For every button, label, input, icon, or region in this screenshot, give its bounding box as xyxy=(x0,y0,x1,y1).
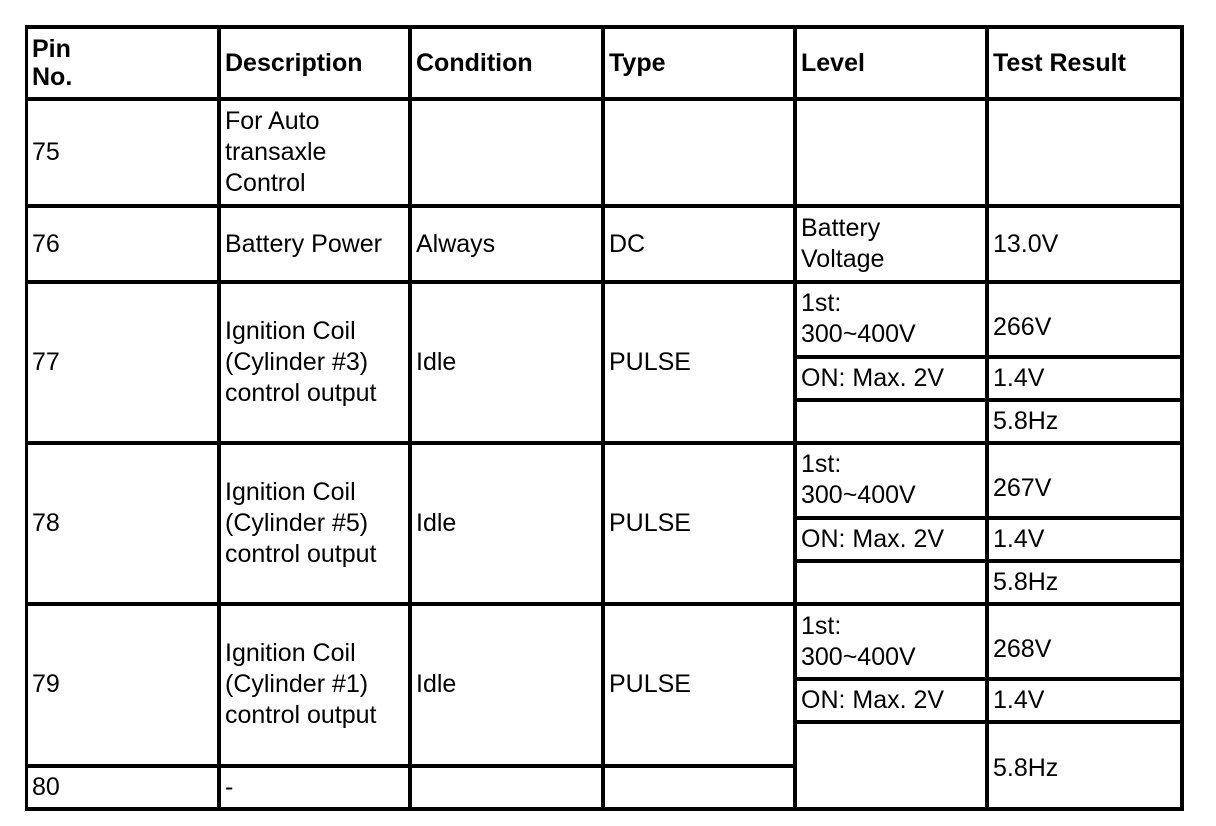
level-cell xyxy=(797,724,989,811)
header-description: Description xyxy=(221,29,412,101)
description-cell: Ignition Coil (Cylinder #5) control output xyxy=(221,445,412,606)
description-cell: Ignition Coil (Cylinder #1) control output xyxy=(221,606,412,767)
description-cell: Ignition Coil (Cylinder #3) control output xyxy=(221,284,412,445)
table-row xyxy=(28,606,1184,681)
level-cell xyxy=(797,563,989,606)
result-cell: 268V xyxy=(989,606,1184,681)
type-cell: PULSE xyxy=(605,606,797,767)
table-row xyxy=(28,445,1184,520)
type-cell xyxy=(605,101,797,209)
condition-cell: Idle xyxy=(412,606,605,767)
result-cell: 13.0V xyxy=(989,208,1184,284)
type-cell: DC xyxy=(605,208,797,284)
result-cell xyxy=(989,101,1184,209)
level-cell: ON: Max. 2V xyxy=(797,520,989,563)
type-cell xyxy=(605,768,797,811)
level-cell: 1st: 300~400V xyxy=(797,445,989,520)
header-type: Type xyxy=(605,29,797,101)
pin-test-table xyxy=(25,25,1184,811)
level-cell: 1st: 300~400V xyxy=(797,606,989,681)
result-cell: 5.8Hz xyxy=(989,402,1184,445)
level-cell: ON: Max. 2V xyxy=(797,681,989,724)
pin-cell: 80 xyxy=(28,768,221,811)
result-cell: 266V xyxy=(989,284,1184,359)
pin-cell: 76 xyxy=(28,208,221,284)
type-cell: PULSE xyxy=(605,445,797,606)
level-cell: ON: Max. 2V xyxy=(797,359,989,402)
condition-cell: Idle xyxy=(412,445,605,606)
pin-cell: 77 xyxy=(28,284,221,445)
description-cell: Battery Power xyxy=(221,208,412,284)
description-cell: - xyxy=(221,768,412,811)
level-cell: 1st: 300~400V xyxy=(797,284,989,359)
condition-cell xyxy=(412,101,605,209)
pin-cell: 75 xyxy=(28,101,221,209)
condition-cell: Always xyxy=(412,208,605,284)
pin-cell: 78 xyxy=(28,445,221,606)
description-cell: For Auto transaxle Control xyxy=(221,101,412,209)
header-condition: Condition xyxy=(412,29,605,101)
result-cell: 5.8Hz xyxy=(989,724,1184,811)
table-row xyxy=(28,208,1184,284)
header-pin: Pin No. xyxy=(28,29,221,101)
result-cell: 1.4V xyxy=(989,520,1184,563)
level-cell xyxy=(797,402,989,445)
condition-cell xyxy=(412,768,605,811)
result-cell: 1.4V xyxy=(989,681,1184,724)
header-result: Test Result xyxy=(989,29,1184,101)
result-cell: 5.8Hz xyxy=(989,563,1184,606)
table-row xyxy=(28,284,1184,359)
table-row xyxy=(28,101,1184,209)
result-cell: 1.4V xyxy=(989,359,1184,402)
level-cell xyxy=(797,101,989,209)
type-cell: PULSE xyxy=(605,284,797,445)
level-cell: Battery Voltage xyxy=(797,208,989,284)
header-row xyxy=(28,29,1184,101)
result-cell: 267V xyxy=(989,445,1184,520)
pin-cell: 79 xyxy=(28,606,221,767)
header-level: Level xyxy=(797,29,989,101)
condition-cell: Idle xyxy=(412,284,605,445)
